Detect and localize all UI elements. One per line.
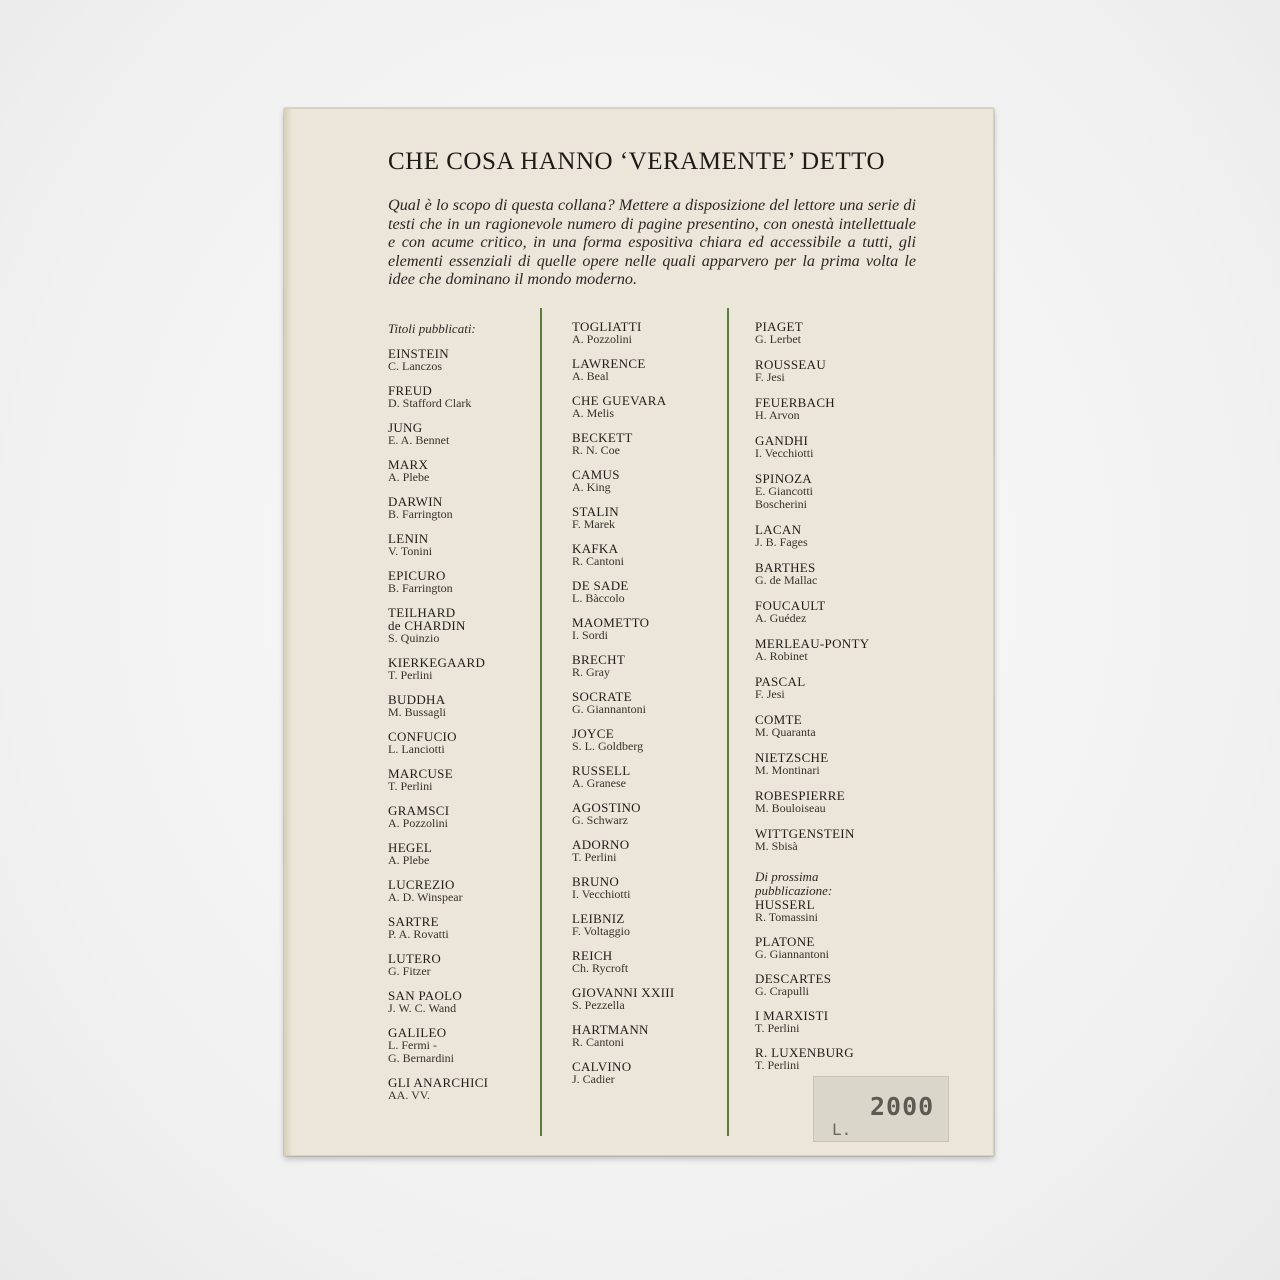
subject-name: HUSSERL: [755, 897, 815, 912]
title-entry: [572, 764, 722, 790]
author-name: A. D. Winspear: [388, 889, 463, 904]
author-name: M. Quaranta: [755, 725, 816, 739]
author-name: G. Crapulli: [755, 984, 809, 998]
series-description: Qual è lo scopo di questa collana? Mettere a disposizione del lettore una serie di testi che in un ragionevole numero di pagine presentino, con onestà intellettuale e con acume critico, in una forma espositiva chiara ed accessibile a tutti, gli elementi essenziali di quelle opere nelle quali apparvero per la prima volta le idee che dominano il mondo moderno.: [388, 196, 916, 289]
title-entry: [755, 935, 935, 961]
title-entry: [572, 653, 722, 679]
subject-name: KIERKEGAARD: [388, 654, 486, 670]
subject-name: STALIN: [572, 504, 619, 519]
title-entry: [755, 637, 935, 663]
author-name: E. A. Bennet: [388, 432, 450, 447]
title-entry: [572, 505, 722, 531]
title-entry: [572, 616, 722, 642]
subject-name: MAOMETTO: [572, 615, 650, 630]
title-entry: [572, 1060, 722, 1086]
price-amount: 2000: [870, 1092, 935, 1121]
title-entry: [755, 789, 935, 815]
title-entry: [572, 542, 722, 568]
subject-name: GRAMSCI: [388, 802, 450, 818]
entries-column-3: [755, 320, 935, 853]
subject-name: HARTMANN: [572, 1022, 649, 1037]
subject-name: BARTHES: [755, 560, 816, 575]
author-name: J. W. C. Wand: [388, 1000, 457, 1015]
subject-name: AGOSTINO: [572, 800, 641, 815]
title-entry: [388, 952, 538, 978]
subject-name: RUSSELL: [572, 763, 631, 778]
titles-column-2: [572, 320, 722, 1086]
author-name: G. de Mallac: [755, 573, 818, 587]
subject-name: LEIBNIZ: [572, 911, 625, 926]
title-entry: [388, 347, 538, 373]
author-name: M. Sbisà: [755, 839, 798, 853]
subject-name: de CHARDIN: [388, 617, 466, 633]
title-entry: [572, 986, 722, 1012]
title-entry: [755, 523, 935, 549]
title-entry: [388, 569, 538, 595]
subject-name: PIAGET: [755, 319, 804, 334]
title-entry: [572, 468, 722, 494]
author-name: L. Bàccolo: [572, 591, 625, 605]
title-entry: [388, 730, 538, 756]
series-title: CHE COSA HANNO ‘VERAMENTE’ DETTO: [388, 148, 885, 175]
subject-name: LACAN: [755, 522, 802, 537]
author-name: G. Bernardini: [388, 1050, 454, 1065]
author-name: F. Voltaggio: [572, 924, 630, 938]
author-name: G. Fitzer: [388, 963, 431, 978]
subject-name: HEGEL: [388, 839, 433, 855]
author-name: Ch. Rycroft: [572, 961, 629, 975]
author-name: J. Cadier: [572, 1072, 615, 1086]
author-name: M. Bussagli: [388, 704, 447, 719]
author-name: V. Tonini: [388, 543, 433, 558]
author-name: R. Cantoni: [572, 554, 625, 568]
subject-name: CALVINO: [572, 1059, 632, 1074]
author-name: H. Arvon: [755, 408, 800, 422]
author-name: A. Plebe: [388, 852, 430, 867]
title-entry: [572, 875, 722, 901]
author-name: J. B. Fages: [755, 535, 808, 549]
subject-name: BRUNO: [572, 874, 620, 889]
subject-name: JUNG: [388, 419, 423, 435]
entries-column-1: [388, 347, 538, 1102]
author-name: T. Perlini: [572, 850, 617, 864]
author-name: I. Vecchiotti: [572, 887, 631, 901]
author-name: B. Farrington: [388, 580, 453, 595]
author-name: F. Jesi: [755, 687, 785, 701]
subject-name: EPICURO: [388, 567, 446, 583]
subject-name: ROUSSEAU: [755, 357, 827, 372]
author-name: G. Giannantoni: [572, 702, 646, 716]
author-name: I. Vecchiotti: [755, 446, 814, 460]
author-name: S. Quinzio: [388, 630, 440, 645]
author-name: M. Bouloiseau: [755, 801, 826, 815]
author-name: A. Beal: [572, 369, 609, 383]
author-name: I. Sordi: [572, 628, 608, 642]
author-name: S. L. Goldberg: [572, 739, 644, 753]
title-entry: [388, 767, 538, 793]
title-entry: [388, 458, 538, 484]
title-entry: [388, 1026, 538, 1065]
title-entry: [755, 472, 935, 511]
author-name: R. Tomassini: [755, 910, 818, 924]
titles-column-3: [755, 320, 935, 1072]
title-entry: [388, 656, 538, 682]
subject-name: REICH: [572, 948, 613, 963]
title-entry: [388, 421, 538, 447]
title-entry: [755, 972, 935, 998]
author-name: Boscherini: [755, 497, 807, 511]
subject-name: NIETZSCHE: [755, 750, 829, 765]
column-divider-left: [540, 308, 542, 1136]
subject-name: PLATONE: [755, 934, 815, 949]
price-currency: L.: [832, 1120, 852, 1139]
author-name: A. Guédez: [755, 611, 807, 625]
subject-name: I MARXISTI: [755, 1008, 829, 1023]
title-entry: [388, 384, 538, 410]
subject-name: CONFUCIO: [388, 728, 457, 744]
subject-name: LUCREZIO: [388, 876, 455, 892]
subject-name: SOCRATE: [572, 689, 632, 704]
title-entry: [755, 561, 935, 587]
subject-name: BECKETT: [572, 430, 633, 445]
author-name: G. Giannantoni: [755, 947, 829, 961]
subject-name: R. LUXENBURG: [755, 1045, 854, 1060]
title-entry: [755, 320, 935, 346]
author-name: M. Montinari: [755, 763, 820, 777]
author-name: R. Cantoni: [572, 1035, 625, 1049]
title-entry: [755, 751, 935, 777]
author-name: B. Farrington: [388, 506, 453, 521]
subject-name: WITTGENSTEIN: [755, 826, 855, 841]
subject-name: LUTERO: [388, 950, 442, 966]
title-entry: [388, 915, 538, 941]
author-name: F. Marek: [572, 517, 616, 531]
subject-name: TOGLIATTI: [572, 319, 642, 334]
subject-name: GIOVANNI XXIII: [572, 985, 675, 1000]
title-entry: [388, 693, 538, 719]
title-entry: [755, 827, 935, 853]
title-entry: [572, 690, 722, 716]
subject-name: MARX: [388, 456, 429, 472]
title-entry: [572, 838, 722, 864]
title-entry: [388, 606, 538, 645]
author-name: R. Gray: [572, 665, 610, 679]
title-entry: [572, 912, 722, 938]
title-entry: [572, 801, 722, 827]
author-name: T. Perlini: [755, 1058, 800, 1072]
author-name: E. Giancotti: [755, 484, 813, 498]
subject-name: FOUCAULT: [755, 598, 826, 613]
title-entry: [755, 396, 935, 422]
author-name: P. A. Rovatti: [388, 926, 449, 941]
author-name: F. Jesi: [755, 370, 785, 384]
author-name: T. Perlini: [388, 778, 433, 793]
title-entry: [388, 989, 538, 1015]
author-name: A. Granese: [572, 776, 626, 790]
published-label: Titoli pubblicati:: [388, 321, 476, 336]
titles-column-1: [388, 322, 538, 1102]
author-name: C. Lanczos: [388, 358, 442, 373]
author-name: G. Lerbet: [755, 332, 801, 346]
subject-name: SARTRE: [388, 913, 439, 929]
author-name: D. Stafford Clark: [388, 395, 472, 410]
subject-name: KAFKA: [572, 541, 619, 556]
subject-name: MERLEAU-PONTY: [755, 636, 870, 651]
title-entry: [572, 431, 722, 457]
subject-name: CAMUS: [572, 467, 620, 482]
author-name: L. Fermi -: [388, 1037, 437, 1052]
title-entry: [388, 1076, 538, 1102]
title-entry: [755, 1009, 935, 1035]
author-name: A. Robinet: [755, 649, 808, 663]
subject-name: CHE GUEVARA: [572, 393, 667, 408]
upcoming-label-line-2: pubblicazione:: [755, 882, 833, 898]
subject-name: SAN PAOLO: [388, 987, 463, 1003]
author-name: S. Pezzella: [572, 998, 625, 1012]
subject-name: DE SADE: [572, 578, 629, 593]
author-name: A. Melis: [572, 406, 614, 420]
subject-name: PASCAL: [755, 674, 806, 689]
subject-name: ROBESPIERRE: [755, 788, 845, 803]
subject-name: BUDDHA: [388, 691, 446, 707]
title-entry: [572, 357, 722, 383]
title-entry: [755, 434, 935, 460]
upcoming-section: [755, 870, 935, 1072]
subject-name: FREUD: [388, 382, 433, 398]
entries-column-2: [572, 320, 722, 1086]
subject-name: GANDHI: [755, 433, 809, 448]
subject-name: JOYCE: [572, 726, 614, 741]
author-name: T. Perlini: [755, 1021, 800, 1035]
author-name: T. Perlini: [388, 667, 433, 682]
column-divider-right: [727, 308, 729, 1136]
title-entry: [755, 358, 935, 384]
title-entry: [755, 1046, 935, 1072]
subject-name: ADORNO: [572, 837, 630, 852]
author-name: R. N. Coe: [572, 443, 620, 457]
subject-name: GLI ANARCHICI: [388, 1074, 489, 1090]
title-entry: [388, 804, 538, 830]
author-name: AA. VV.: [388, 1087, 430, 1102]
subject-name: LENIN: [388, 530, 429, 546]
subject-name: GALILEO: [388, 1024, 447, 1040]
title-entry: [388, 841, 538, 867]
title-entry: [572, 949, 722, 975]
title-entry: [388, 878, 538, 904]
subject-name: MARCUSE: [388, 765, 453, 781]
title-entry: [388, 495, 538, 521]
title-entry: [572, 320, 722, 346]
subject-name: EINSTEIN: [388, 345, 449, 361]
subject-name: FEUERBACH: [755, 395, 835, 410]
title-entry: [572, 1023, 722, 1049]
subject-name: SPINOZA: [755, 471, 812, 486]
author-name: A. King: [572, 480, 611, 494]
title-entry: [755, 675, 935, 701]
title-entry: [755, 898, 935, 924]
author-name: G. Schwarz: [572, 813, 628, 827]
subject-name: DARWIN: [388, 493, 443, 509]
title-entry: [755, 713, 935, 739]
author-name: A. Plebe: [388, 469, 430, 484]
title-entry: [572, 579, 722, 605]
author-name: A. Pozzolini: [572, 332, 632, 346]
upcoming-label-line-1: Di prossima: [755, 869, 819, 884]
entries-upcoming: [755, 898, 935, 1072]
author-name: L. Lanciotti: [388, 741, 445, 756]
subject-name: DESCARTES: [755, 971, 832, 986]
subject-name: TEILHARD: [388, 604, 456, 620]
title-entry: [572, 394, 722, 420]
subject-name: BRECHT: [572, 652, 626, 667]
title-entry: [755, 599, 935, 625]
author-name: A. Pozzolini: [388, 815, 448, 830]
title-entry: [388, 532, 538, 558]
title-entry: [572, 727, 722, 753]
subject-name: COMTE: [755, 712, 802, 727]
subject-name: LAWRENCE: [572, 356, 646, 371]
